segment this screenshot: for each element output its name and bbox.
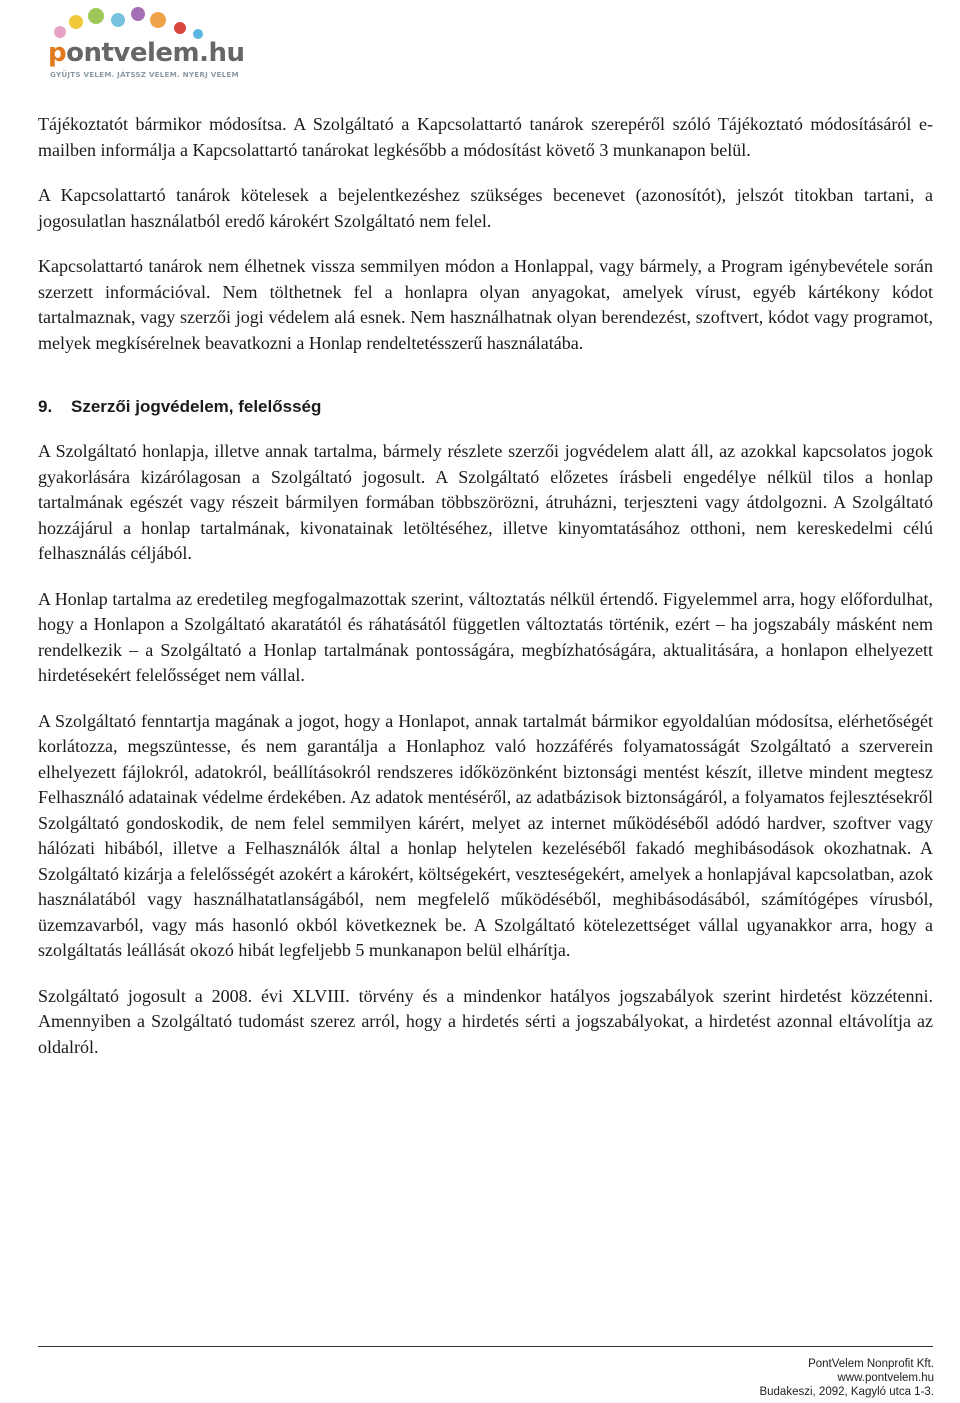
document-body (38, 112, 933, 1080)
body-paragraph: A Szolgáltató honlapja, illetve annak tartalma, bármely részlete szerzői jogvédelem alatt áll, az azokkal kapcsolatos jogok gyakorlására kizárólagosan a Szolgáltató jogosult. A Szolgáltató előzetes írásbeli engedélye nélkül tilos a honlap tartalmának egészét vagy részeit bármilyen formában többszörözni, átruházni, terjeszteni vagy átdolgozni. A Szolgáltató hozzájárul a honlap tartalmának, kivonatainak letöltéséhez, illetve kinyomtatásához otthoni, nem kereskedelmi célú felhasználás céljából. (38, 441, 933, 563)
logo-slogan: GYŰJTS VELEM. JÁTSSZ VELEM. NYERJ VELEM (50, 70, 239, 79)
footer-website: www.pontvelem.hu (837, 1372, 934, 1384)
body-paragraph: A Kapcsolattartó tanárok kötelesek a bejelentkezéshez szükséges becenevet (azonosítót), jelszót titokban tartani, a jogosulatlan használatból eredő károkért Szolgáltató nem felel. (38, 185, 933, 231)
footer (759, 1357, 934, 1399)
body-paragraph: Tájékoztatót bármikor módosítsa. A Szolgáltató a Kapcsolattartó tanárok szerepéről szóló Tájékoztató módosításáról e-mailben informálja a Kapcsolattartó tanárokat legkésőbb a módosítást követő 3 munkanapon belül. (38, 114, 933, 160)
body-paragraph: A Honlap tartalma az eredetileg megfogalmazottak szerint, változtatás nélkül értendő. Figyelemmel arra, hogy előfordulhat, hogy a Honlapon a Szolgáltató akaratától és ráhatásától független változtatás történik, ezért – ha jogszabály másként nem rendelkezik – a Szolgáltató a Honlap tartalmának pontosságára, megbízhatóságára, aktualitására, a honlapon elhelyezett hirdetésekért felelősséget nem vállal. (38, 588, 933, 685)
footer-divider (38, 1346, 933, 1347)
footer-address: Budakeszi, 2092, Kagyló utca 1-3. (759, 1386, 934, 1398)
body-paragraph: Kapcsolattartó tanárok nem élhetnek vissza semmilyen módon a Honlappal, vagy bármely, a Program igénybevétele során szerzett információval. Nem tölthetnek fel a honlapra olyan anyagokat, amelyek vírust, egyéb kártékony kódot tartalmaznak, vagy szerzői jogi védelem alá esnek. Nem használhatnak olyan berendezést, szoftvert, kódot vagy programot, melyek megkísérelnek beavatkozni a Honlap rendeltetésszerű használatába. (38, 256, 933, 353)
section-heading (38, 397, 933, 417)
body-paragraph: Szolgáltató jogosult a 2008. évi XLVIII. törvény és a mindenkor hatályos jogszabályok szerint hirdetést közzétenni. Amennyiben a Szolgáltató tudomást szerez arról, hogy a hirdetés sérti a jogszabályokat, a hirdetést azonnal eltávolítja az oldalról. (38, 985, 933, 1057)
section-number: 9. (38, 397, 53, 416)
body-paragraph: A Szolgáltató fenntartja magának a jogot, hogy a Honlapot, annak tartalmát bármikor egyoldalúan módosítsa, elérhetőségét korlátozza, megszüntesse, és nem garantálja a Honlaphoz való hozzáférés folyamatosságát Szolgáltató a szerverein elhelyezett fájlokról, adatokról, beállításokról rendszeres időközönként biztonsági mentést készít, illetve mindent megtesz Felhasználó adatainak védelme érdekében. Az adatok mentéséről, az adatbázisok biztonságáról, a folyamatos fejlesztésekről Szolgáltató gondoskodik, de nem felel semmilyen kárért, melyet az internet működéséből adódó hardver, szoftver vagy hálózati hibából, illetve a Felhasználók által a honlap helytelen kezeléséből fakadó meghibásodások okozhatnak. A Szolgáltató kizárja a felelősségét azokért a károkért, költségekért, veszteségekért, amelyek a honlapjával kapcsolatban, azok használatából vagy használhatatlanságából, nem megfelelő működéséből, meghibásodásából, számítógépes vírusból, üzemzavarból, vagy más hasonló okból következnek be. A Szolgáltató kötelezettséget vállal ugyanakkor arra, hogy a szolgáltatás leállását okozó hibát legfeljebb 5 munkanapon belül elhárítja. (38, 710, 933, 960)
section-title: Szerzői jogvédelem, felelősség (71, 397, 322, 416)
pontvelem-logo (42, 6, 245, 80)
footer-company: PontVelem Nonprofit Kft. (808, 1358, 934, 1370)
logo-brand-text: pontvelem.hu (48, 38, 245, 68)
